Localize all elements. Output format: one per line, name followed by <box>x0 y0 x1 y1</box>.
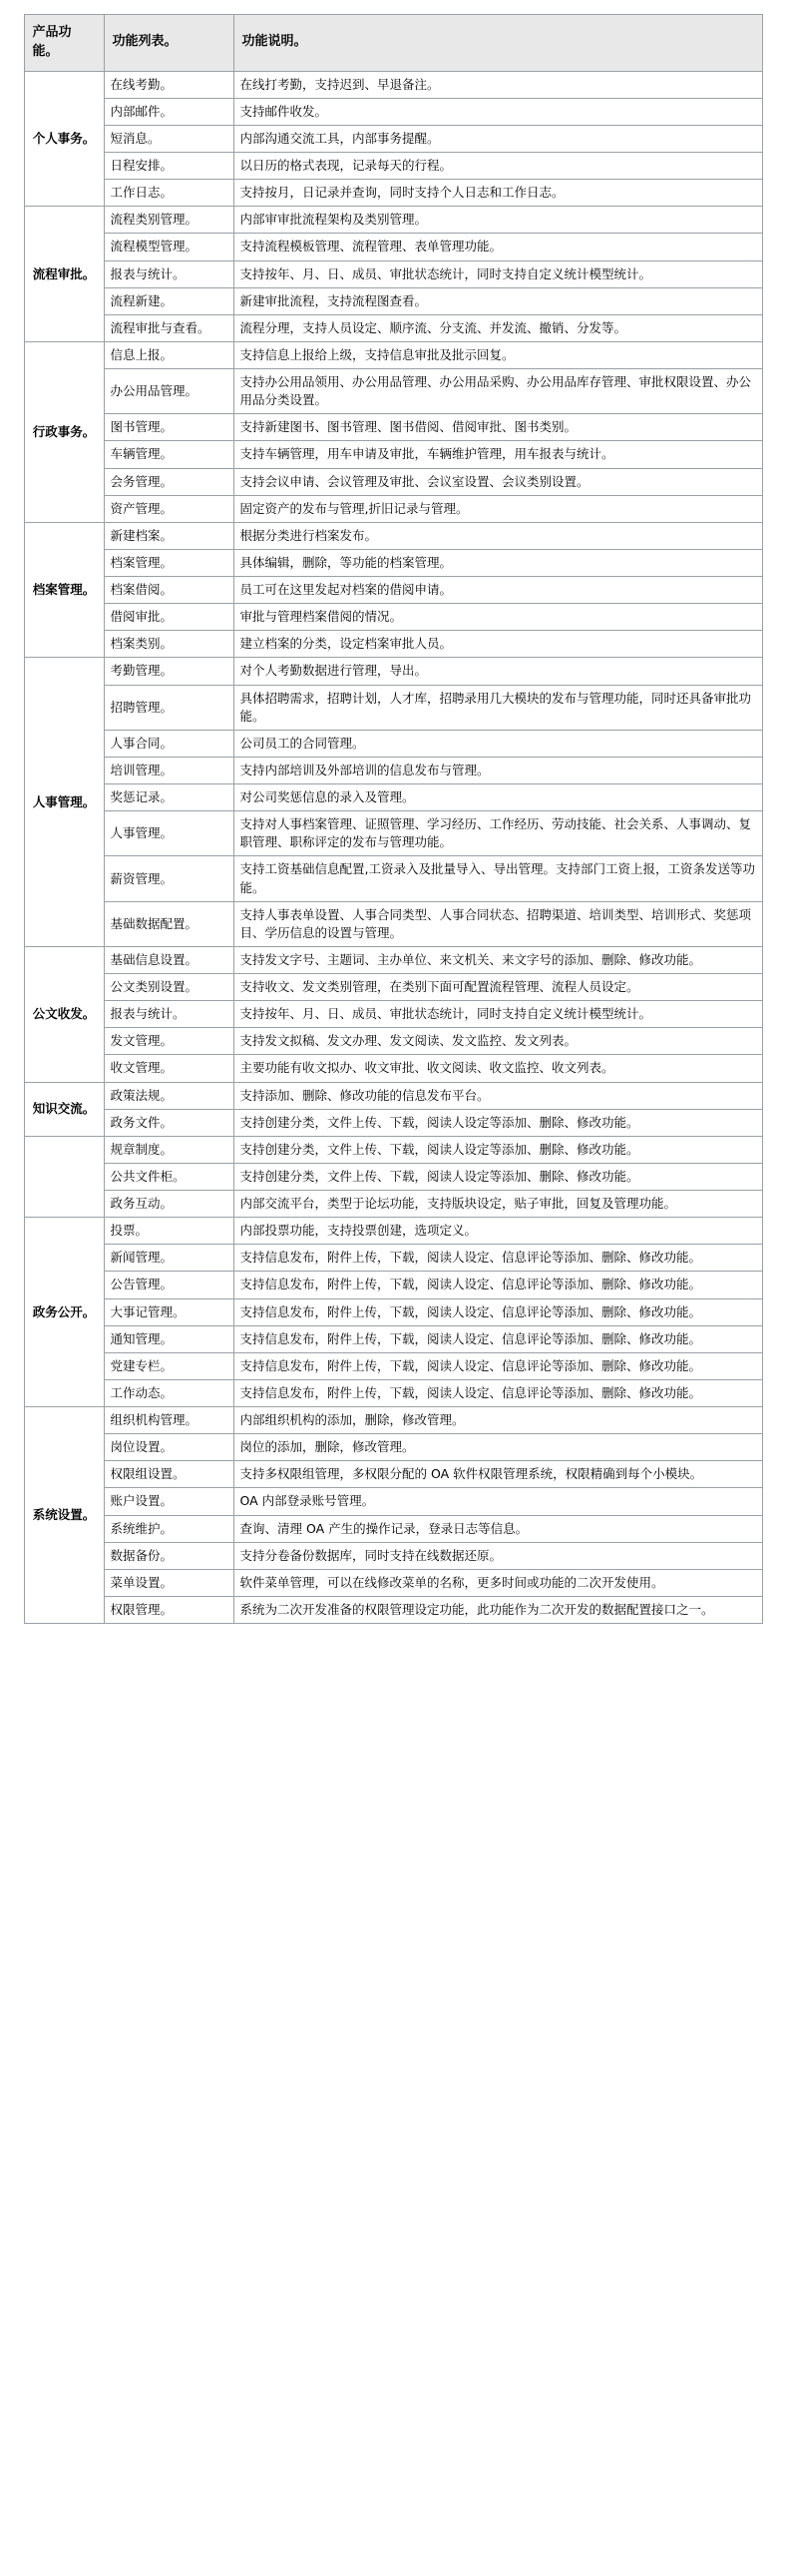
table-row <box>24 1298 762 1325</box>
table-row <box>24 414 762 441</box>
feature-description: 支持工资基础信息配置,工资录入及批量导入、导出管理。支持部门工资上报，工资条发送等功能。 <box>233 856 762 901</box>
feature-name: 人事管理。 <box>104 811 233 856</box>
feature-name: 报表与统计。 <box>104 1001 233 1028</box>
feature-description: 支持多权限组管理，多权限分配的 OA 软件权限管理系统，权限精确到每个小模块。 <box>233 1461 762 1488</box>
table-row <box>24 1163 762 1190</box>
table-row <box>24 441 762 468</box>
table-row <box>24 522 762 549</box>
feature-name: 日程安排。 <box>104 153 233 180</box>
table-row <box>24 1136 762 1163</box>
group-label: 档案管理。 <box>24 522 104 658</box>
feature-name: 会务管理。 <box>104 468 233 495</box>
feature-name: 内部邮件。 <box>104 98 233 125</box>
feature-description: 支持发文拟稿、发文办理、发文阅读、发文监控、发文列表。 <box>233 1028 762 1055</box>
table-row <box>24 1434 762 1461</box>
table-row <box>24 577 762 604</box>
feature-name: 新建档案。 <box>104 522 233 549</box>
table-row <box>24 946 762 973</box>
table-row <box>24 1461 762 1488</box>
table-row <box>24 1515 762 1542</box>
product-feature-table <box>24 14 763 1624</box>
table-row <box>24 495 762 522</box>
feature-description: 支持创建分类，文件上传、下载，阅读人设定等添加、删除、修改功能。 <box>233 1163 762 1190</box>
feature-name: 投票。 <box>104 1218 233 1245</box>
feature-description: 流程分理，支持人员设定、顺序流、分支流、并发流、撤销、分发等。 <box>233 314 762 341</box>
table-row <box>24 974 762 1001</box>
feature-description: 支持对人事档案管理、证照管理、学习经历、工作经历、劳动技能、社会关系、人事调动、复职管理、职称评定的发布与管理功能。 <box>233 811 762 856</box>
feature-name: 考勤管理。 <box>104 658 233 685</box>
feature-description: 员工可在这里发起对档案的借阅申请。 <box>233 577 762 604</box>
table-row <box>24 234 762 260</box>
feature-name: 报表与统计。 <box>104 260 233 287</box>
table-row <box>24 71 762 98</box>
table-row <box>24 1352 762 1379</box>
feature-description: 审批与管理档案借阅的情况。 <box>233 604 762 631</box>
feature-name: 奖惩记录。 <box>104 784 233 811</box>
table-row <box>24 1272 762 1298</box>
table-row <box>24 287 762 314</box>
table-row <box>24 314 762 341</box>
feature-name: 薪资管理。 <box>104 856 233 901</box>
table-row <box>24 1379 762 1406</box>
feature-description: 支持信息发布，附件上传，下载，阅读人设定、信息评论等添加、删除、修改功能。 <box>233 1325 762 1352</box>
feature-description: 支持车辆管理，用车申请及审批，车辆维护管理，用车报表与统计。 <box>233 441 762 468</box>
table-body <box>24 71 762 1623</box>
feature-name: 档案管理。 <box>104 549 233 576</box>
feature-name: 收文管理。 <box>104 1055 233 1082</box>
feature-name: 发文管理。 <box>104 1028 233 1055</box>
column-header-product-function: 产品功能。 <box>24 15 104 72</box>
feature-name: 政务互动。 <box>104 1191 233 1218</box>
feature-name: 基础数据配置。 <box>104 901 233 946</box>
feature-name: 公文类别设置。 <box>104 974 233 1001</box>
feature-name: 大事记管理。 <box>104 1298 233 1325</box>
feature-description: 具体编辑，删除，等功能的档案管理。 <box>233 549 762 576</box>
feature-description: 在线打考勤，支持迟到、早退备注。 <box>233 71 762 98</box>
feature-name: 招聘管理。 <box>104 685 233 730</box>
feature-description: 系统为二次开发准备的权限管理设定功能，此功能作为二次开发的数据配置接口之一。 <box>233 1596 762 1623</box>
table-row <box>24 341 762 368</box>
group-label: 公文收发。 <box>24 946 104 1082</box>
feature-description: 根据分类进行档案发布。 <box>233 522 762 549</box>
feature-description: 支持办公用品领用、办公用品管理、办公用品采购、办公用品库存管理、审批权限设置、办公用品分类设置。 <box>233 369 762 414</box>
table-row <box>24 260 762 287</box>
table-row <box>24 631 762 658</box>
feature-description: 支持创建分类，文件上传、下载，阅读人设定等添加、删除、修改功能。 <box>233 1136 762 1163</box>
feature-description: 内部交流平台，类型于论坛功能，支持版块设定，贴子审批，回复及管理功能。 <box>233 1191 762 1218</box>
table-row <box>24 549 762 576</box>
table-row <box>24 604 762 631</box>
feature-description: 固定资产的发布与管理,折旧记录与管理。 <box>233 495 762 522</box>
column-header-feature-description: 功能说明。 <box>233 15 762 72</box>
feature-name: 党建专栏。 <box>104 1352 233 1379</box>
group-label: 系统设置。 <box>24 1407 104 1624</box>
feature-description: 支持邮件收发。 <box>233 98 762 125</box>
table-row <box>24 1542 762 1569</box>
feature-description: 支持创建分类，文件上传、下载，阅读人设定等添加、删除、修改功能。 <box>233 1109 762 1136</box>
table-row <box>24 1191 762 1218</box>
table-row <box>24 901 762 946</box>
feature-name: 办公用品管理。 <box>104 369 233 414</box>
table-row <box>24 153 762 180</box>
feature-name: 岗位设置。 <box>104 1434 233 1461</box>
table-row <box>24 369 762 414</box>
feature-description: 对公司奖惩信息的录入及管理。 <box>233 784 762 811</box>
feature-description: 具体招聘需求，招聘计划，人才库，招聘录用几大模块的发布与管理功能，同时还具备审批功能。 <box>233 685 762 730</box>
column-header-feature-list: 功能列表。 <box>104 15 233 72</box>
group-label: 行政事务。 <box>24 341 104 522</box>
table-row <box>24 1109 762 1136</box>
feature-name: 组织机构管理。 <box>104 1407 233 1434</box>
feature-name: 菜单设置。 <box>104 1569 233 1596</box>
group-label: 人事管理。 <box>24 658 104 947</box>
feature-name: 资产管理。 <box>104 495 233 522</box>
table-header <box>24 15 762 72</box>
table-row <box>24 1325 762 1352</box>
group-label: 政务公开。 <box>24 1218 104 1407</box>
feature-name: 通知管理。 <box>104 1325 233 1352</box>
feature-name: 数据备份。 <box>104 1542 233 1569</box>
table-header-row <box>24 15 762 72</box>
feature-description: 内部审审批流程架构及类别管理。 <box>233 207 762 234</box>
feature-name: 档案类别。 <box>104 631 233 658</box>
feature-name: 信息上报。 <box>104 341 233 368</box>
feature-description: 支持流程模板管理、流程管理、表单管理功能。 <box>233 234 762 260</box>
group-label: 流程审批。 <box>24 207 104 342</box>
feature-name: 账户设置。 <box>104 1488 233 1515</box>
feature-name: 权限管理。 <box>104 1596 233 1623</box>
feature-description: 支持信息发布，附件上传，下载，阅读人设定、信息评论等添加、删除、修改功能。 <box>233 1298 762 1325</box>
feature-name: 公共文件柜。 <box>104 1163 233 1190</box>
feature-name: 流程类别管理。 <box>104 207 233 234</box>
feature-description: 支持收文、发文类别管理，在类别下面可配置流程管理、流程人员设定。 <box>233 974 762 1001</box>
table-row <box>24 207 762 234</box>
table-row <box>24 811 762 856</box>
feature-name: 新闻管理。 <box>104 1245 233 1272</box>
feature-name: 工作动态。 <box>104 1379 233 1406</box>
table-row <box>24 1028 762 1055</box>
table-row <box>24 1055 762 1082</box>
feature-description: 支持分卷备份数据库，同时支持在线数据还原。 <box>233 1542 762 1569</box>
feature-name: 在线考勤。 <box>104 71 233 98</box>
feature-description: 支持人事表单设置、人事合同类型、人事合同状态、招聘渠道、培训类型、培训形式、奖惩项目、学历信息的设置与管理。 <box>233 901 762 946</box>
table-row <box>24 1488 762 1515</box>
feature-name: 流程模型管理。 <box>104 234 233 260</box>
feature-description: 支持信息发布，附件上传，下载，阅读人设定、信息评论等添加、删除、修改功能。 <box>233 1379 762 1406</box>
table-row <box>24 125 762 152</box>
feature-description: 支持信息发布，附件上传，下载，阅读人设定、信息评论等添加、删除、修改功能。 <box>233 1352 762 1379</box>
feature-description: 支持按年、月、日、成员、审批状态统计，同时支持自定义统计模型统计。 <box>233 1001 762 1028</box>
feature-name: 短消息。 <box>104 125 233 152</box>
feature-description: 支持内部培训及外部培训的信息发布与管理。 <box>233 757 762 783</box>
feature-description: OA 内部登录账号管理。 <box>233 1488 762 1515</box>
feature-name: 规章制度。 <box>104 1136 233 1163</box>
table-row <box>24 730 762 757</box>
feature-description: 对个人考勤数据进行管理，导出。 <box>233 658 762 685</box>
feature-description: 支持添加、删除、修改功能的信息发布平台。 <box>233 1082 762 1109</box>
table-row <box>24 1082 762 1109</box>
group-label: 个人事务。 <box>24 71 104 207</box>
feature-name: 车辆管理。 <box>104 441 233 468</box>
feature-name: 档案借阅。 <box>104 577 233 604</box>
table-row <box>24 1218 762 1245</box>
table-row <box>24 784 762 811</box>
feature-description: 内部组织机构的添加，删除，修改管理。 <box>233 1407 762 1434</box>
feature-description: 查询、清理 OA 产生的操作记录，登录日志等信息。 <box>233 1515 762 1542</box>
feature-name: 政务文件。 <box>104 1109 233 1136</box>
table-row <box>24 1569 762 1596</box>
feature-name: 流程审批与查看。 <box>104 314 233 341</box>
feature-description: 岗位的添加，删除，修改管理。 <box>233 1434 762 1461</box>
feature-description: 支持新建图书、图书管理、图书借阅、借阅审批、图书类别。 <box>233 414 762 441</box>
group-label: 知识交流。 <box>24 1082 104 1136</box>
table-row <box>24 180 762 207</box>
table-row <box>24 1245 762 1272</box>
feature-description: 支持发文字号、主题词、主办单位、来文机关、来文字号的添加、删除、修改功能。 <box>233 946 762 973</box>
feature-name: 权限组设置。 <box>104 1461 233 1488</box>
feature-name: 人事合同。 <box>104 730 233 757</box>
table-row <box>24 685 762 730</box>
feature-name: 公告管理。 <box>104 1272 233 1298</box>
feature-name: 系统维护。 <box>104 1515 233 1542</box>
group-label <box>24 1136 104 1217</box>
feature-description: 新建审批流程，支持流程图查看。 <box>233 287 762 314</box>
feature-description: 主要功能有收文拟办、收文审批、收文阅读、收文监控、收文列表。 <box>233 1055 762 1082</box>
feature-description: 软件菜单管理，可以在线修改菜单的名称，更多时间或功能的二次开发使用。 <box>233 1569 762 1596</box>
feature-description: 支持信息发布，附件上传，下载，阅读人设定、信息评论等添加、删除、修改功能。 <box>233 1245 762 1272</box>
table-row <box>24 658 762 685</box>
table-row <box>24 1001 762 1028</box>
feature-description: 建立档案的分类，设定档案审批人员。 <box>233 631 762 658</box>
feature-name: 基础信息设置。 <box>104 946 233 973</box>
table-row <box>24 98 762 125</box>
feature-description: 支持信息发布，附件上传，下载，阅读人设定、信息评论等添加、删除、修改功能。 <box>233 1272 762 1298</box>
feature-description: 支持会议申请、会议管理及审批、会议室设置、会议类别设置。 <box>233 468 762 495</box>
feature-description: 内部投票功能，支持投票创建，选项定义。 <box>233 1218 762 1245</box>
table-row <box>24 856 762 901</box>
table-row <box>24 468 762 495</box>
feature-name: 流程新建。 <box>104 287 233 314</box>
feature-description: 支持按年、月、日、成员、审批状态统计，同时支持自定义统计模型统计。 <box>233 260 762 287</box>
feature-name: 政策法规。 <box>104 1082 233 1109</box>
feature-description: 支持按月，日记录并查询，同时支持个人日志和工作日志。 <box>233 180 762 207</box>
table-row <box>24 1407 762 1434</box>
feature-description: 公司员工的合同管理。 <box>233 730 762 757</box>
feature-name: 工作日志。 <box>104 180 233 207</box>
table-row <box>24 1596 762 1623</box>
feature-description: 以日历的格式表现，记录每天的行程。 <box>233 153 762 180</box>
feature-description: 支持信息上报给上级，支持信息审批及批示回复。 <box>233 341 762 368</box>
feature-name: 借阅审批。 <box>104 604 233 631</box>
feature-name: 图书管理。 <box>104 414 233 441</box>
feature-name: 培训管理。 <box>104 757 233 783</box>
feature-description: 内部沟通交流工具，内部事务提醒。 <box>233 125 762 152</box>
table-row <box>24 757 762 783</box>
